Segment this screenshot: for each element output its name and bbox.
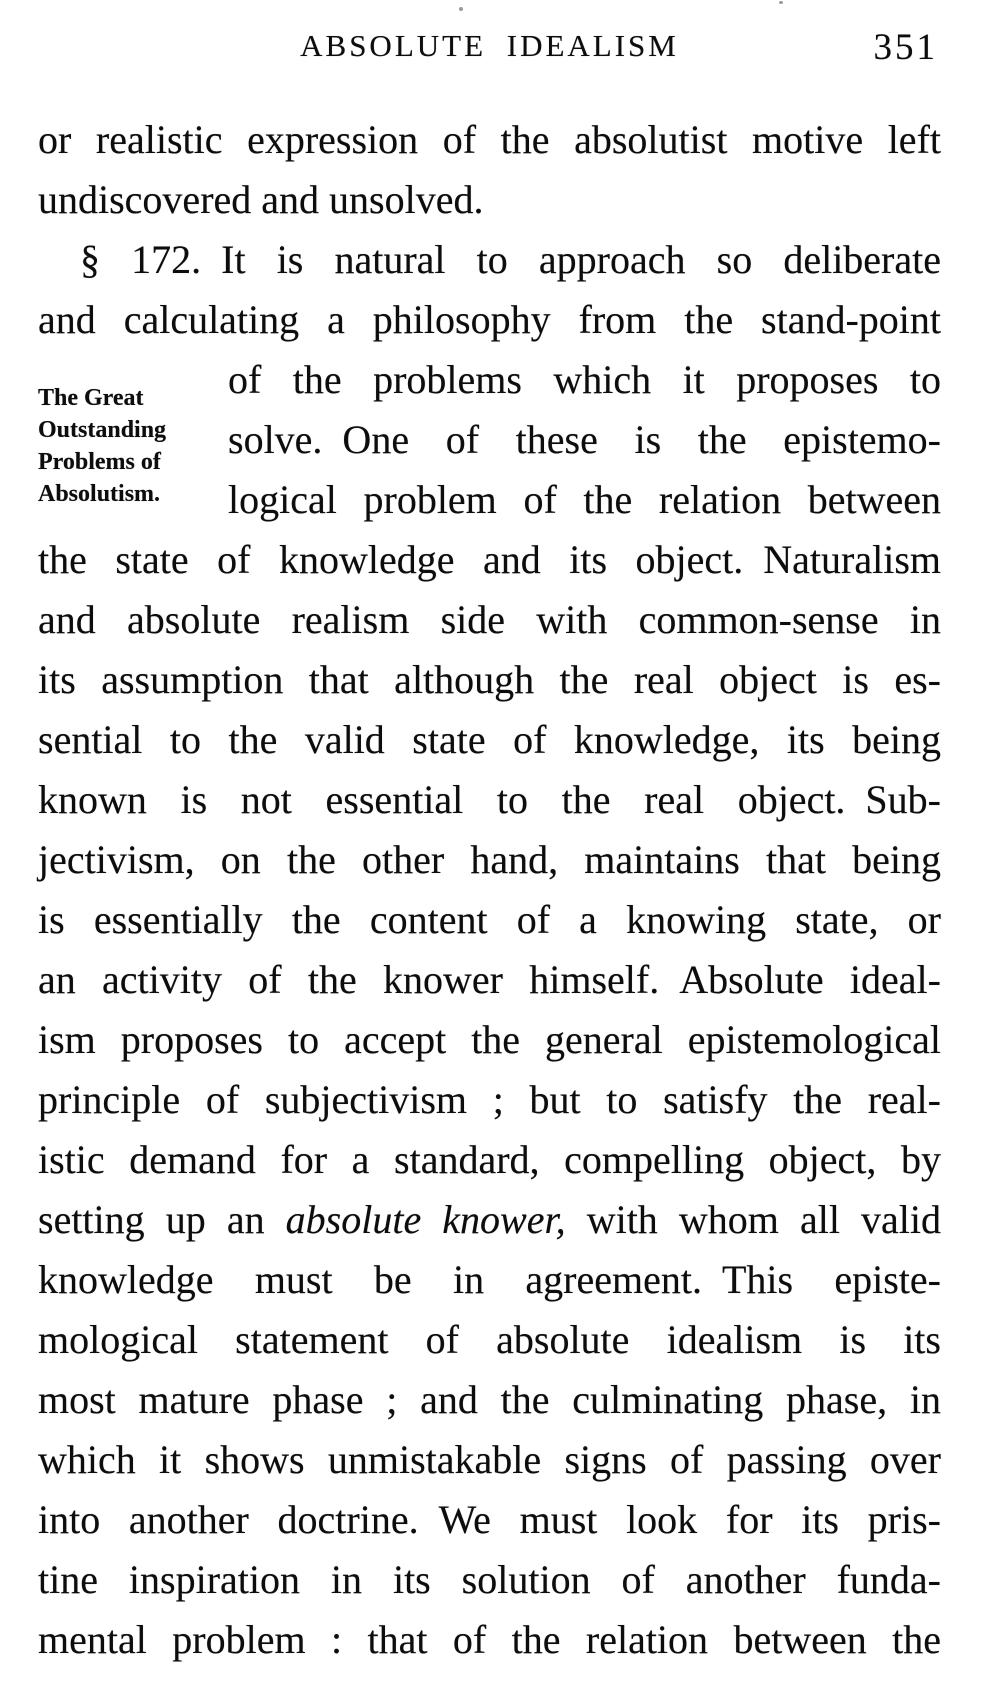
text-line: the state of knowledge and its object. Naturalism: [38, 537, 941, 582]
text-line-section-start: § 172. It is natural to approach so deliberate: [80, 237, 941, 282]
margin-note-line: Problems of: [38, 449, 161, 475]
text-line: principle of subjectivism ; but to satisfy the real-: [38, 1077, 941, 1122]
text-line: ism proposes to accept the general epistemological: [38, 1017, 941, 1062]
text-line: undiscovered and unsolved.: [38, 177, 484, 222]
text-line: most mature phase ; and the culminating phase, in: [38, 1377, 941, 1422]
text-line: into another doctrine. We must look for its pris-: [38, 1497, 941, 1542]
running-header-title: ABSOLUTE IDEALISM: [300, 28, 679, 63]
text-line: mental problem : that of the relation between the: [38, 1617, 941, 1662]
text-line: or realistic expression of the absolutist motive left: [38, 117, 941, 162]
text-segment: with whom all valid: [565, 1197, 941, 1242]
margin-note-line: Absolutism.: [38, 481, 161, 507]
text-line: solve. One of these is the epistemo-: [228, 417, 941, 462]
text-line: jectivism, on the other hand, maintains that being: [38, 837, 941, 882]
body-text: [38, 110, 941, 1670]
text-line: and calculating a philosophy from the stand-point: [38, 297, 941, 342]
text-line: which it shows unmistakable signs of passing over: [38, 1437, 941, 1482]
text-line-with-italic: [38, 1190, 941, 1250]
text-line: is essentially the content of a knowing state, or: [38, 897, 941, 942]
text-line: known is not essential to the real object. Sub-: [38, 777, 941, 822]
text-line: an activity of the knower himself. Absolute ideal-: [38, 957, 941, 1002]
text-line: and absolute realism side with common-sense in: [38, 597, 941, 642]
italic-phrase: absolute knower,: [285, 1197, 566, 1242]
margin-note-line: Outstanding: [38, 417, 167, 443]
margin-note-line: The Great: [38, 385, 144, 411]
text-line: mological statement of absolute idealism is its: [38, 1317, 941, 1362]
scan-speck: [459, 7, 463, 11]
scan-speck: [779, 1, 783, 4]
text-line: of the problems which it proposes to: [228, 357, 941, 402]
page-number: 351: [873, 27, 938, 68]
text-segment: setting up an: [38, 1197, 286, 1242]
text-line: logical problem of the relation between: [228, 477, 941, 522]
text-line: its assumption that although the real object is es-: [38, 657, 941, 702]
text-line: istic demand for a standard, compelling object, by: [38, 1137, 941, 1182]
text-line: sential to the valid state of knowledge, its being: [38, 717, 941, 762]
text-line: knowledge must be in agreement. This episte-: [38, 1257, 941, 1302]
text-line: tine inspiration in its solution of another funda-: [38, 1557, 941, 1602]
